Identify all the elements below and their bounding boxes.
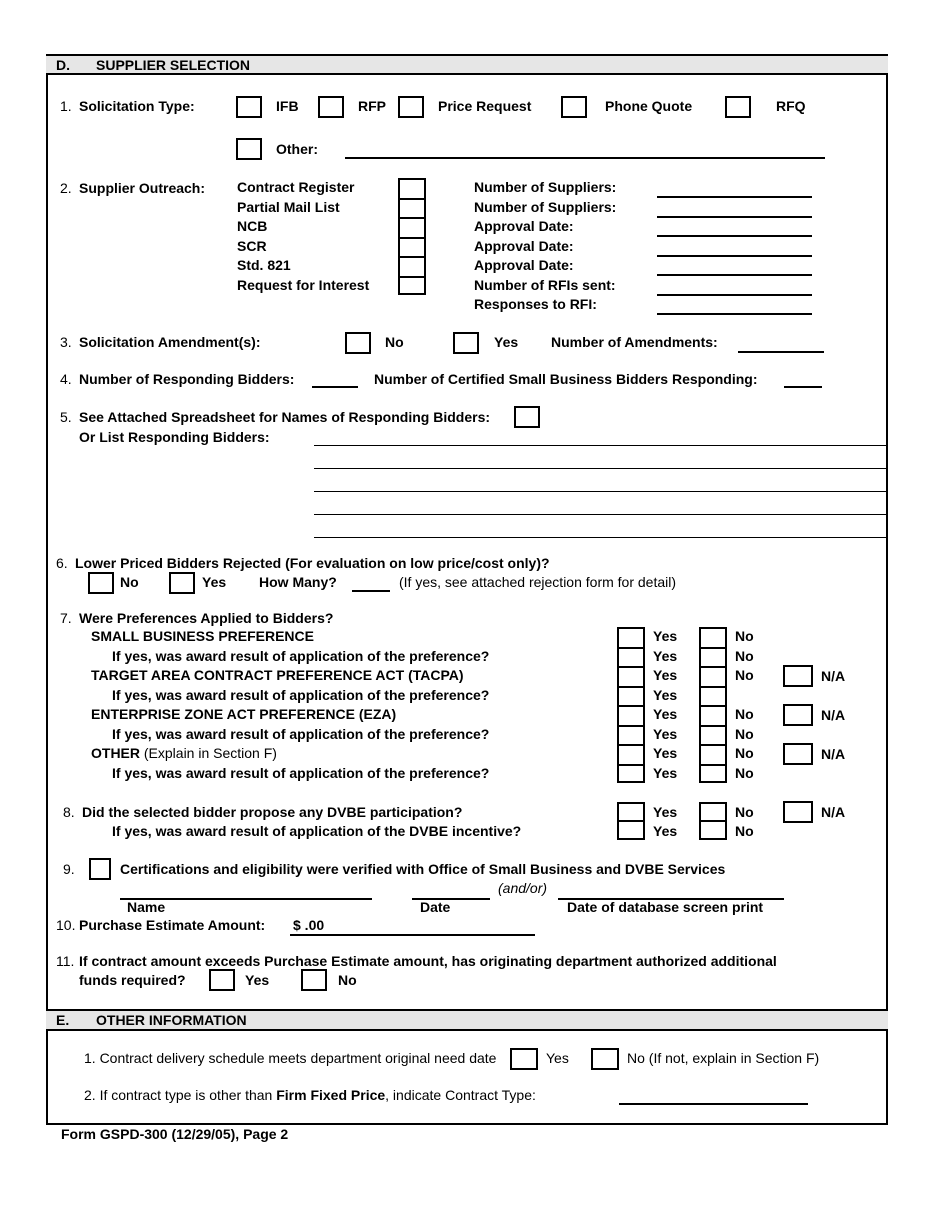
section-e-title: OTHER INFORMATION (96, 1012, 247, 1028)
other-na-checkbox[interactable] (783, 743, 813, 765)
preference-yes-checkbox-column (617, 627, 645, 783)
q5-number: 5. (60, 409, 72, 425)
outreach-checkbox[interactable] (400, 258, 424, 278)
bidder-list-line[interactable] (314, 491, 886, 492)
preference-yes-checkbox[interactable] (619, 727, 643, 747)
list-bidders-label: Or List Responding Bidders: (79, 429, 270, 445)
dvbe-no-checkbox[interactable] (701, 804, 725, 822)
and-or-label: (and/or) (498, 880, 548, 896)
yes-label: Yes (653, 725, 678, 742)
q6-number: 6. (56, 555, 68, 571)
no-label: No (735, 706, 754, 722)
firm-fixed-price-label: Firm Fixed Price (276, 1087, 386, 1103)
contract-type-line[interactable] (619, 1103, 808, 1105)
tacpa-label: TARGET AREA CONTRACT PREFERENCE ACT (TACPA) (91, 667, 464, 683)
yes-label: Yes (653, 764, 678, 781)
no-label: No (735, 667, 754, 683)
q8-followup: If yes, was award result of application of the DVBE incentive? (112, 823, 522, 839)
other-na-label: N/A (821, 746, 846, 762)
q6-label: Lower Priced Bidders Rejected (For evaluation on low price/cost only)? (75, 555, 550, 571)
preference-followup: If yes, was award result of application of the preference? (112, 647, 490, 664)
outreach-field-line[interactable] (657, 196, 812, 198)
preference-yes-labels (653, 627, 677, 783)
outreach-field-line[interactable] (657, 274, 812, 276)
contract-type-text-pre: 2. If contract type is other than (84, 1087, 277, 1103)
yes-label: Yes (653, 628, 678, 644)
no-label: No (735, 745, 754, 761)
preference-yes-checkbox[interactable] (619, 746, 643, 766)
q5-label: See Attached Spreadsheet for Names of Responding Bidders: (79, 409, 491, 425)
contract-type-text (84, 1087, 536, 1103)
dvbe-na-checkbox[interactable] (783, 801, 813, 823)
preference-yes-checkbox[interactable] (619, 649, 643, 669)
preference-no-checkbox[interactable] (701, 668, 725, 688)
outreach-field-line[interactable] (657, 313, 812, 315)
q2-number: 2. (60, 180, 72, 196)
outreach-field-line[interactable] (657, 294, 812, 296)
preference-no-checkbox[interactable] (701, 629, 725, 649)
dvbe-yes-checkbox-column (617, 802, 645, 840)
section-d-header (46, 54, 888, 75)
additional-funds-yes-label: Yes (245, 972, 270, 988)
eza-label: ENTERPRISE ZONE ACT PREFERENCE (EZA) (91, 706, 397, 722)
additional-funds-yes-checkbox[interactable] (209, 969, 235, 991)
outreach-checkbox[interactable] (400, 278, 424, 293)
small-business-bidders-line[interactable] (784, 386, 822, 388)
delivery-no-checkbox[interactable] (591, 1048, 619, 1070)
outreach-source: Std. 821 (237, 257, 291, 273)
preference-no-checkbox[interactable] (701, 746, 725, 766)
rejection-note: (If yes, see attached rejection form for detail) (399, 574, 677, 590)
amendment-count-line[interactable] (738, 351, 824, 353)
q8-number: 8. (63, 804, 75, 820)
preference-yes-checkbox[interactable] (619, 668, 643, 688)
q9-label: Certifications and eligibility were verified with Office of Small Business and DVBE Services (120, 861, 726, 877)
no-label: No (735, 725, 754, 742)
ifb-label: IFB (276, 98, 299, 114)
outreach-field-label: Approval Date: (474, 218, 574, 234)
price-request-label: Price Request (438, 98, 532, 114)
phone-quote-label: Phone Quote (605, 98, 693, 114)
outreach-source: SCR (237, 237, 267, 254)
outreach-checkbox[interactable] (400, 239, 424, 259)
outreach-field-line[interactable] (657, 255, 812, 257)
responding-bidders-line[interactable] (312, 386, 358, 388)
yes-label: Yes (653, 686, 678, 703)
amendment-no-label: No (385, 334, 404, 350)
amendment-no-checkbox[interactable] (345, 332, 371, 354)
q9-number: 9. (63, 861, 75, 877)
rfp-checkbox[interactable] (318, 96, 344, 118)
no-label: No (735, 647, 754, 664)
bidder-list-line[interactable] (314, 514, 886, 515)
tacpa-na-checkbox[interactable] (783, 665, 813, 687)
outreach-source: NCB (237, 218, 268, 234)
q10-label: Purchase Estimate Amount: (79, 917, 266, 933)
yes-label: Yes (653, 745, 678, 761)
no-label: No (735, 628, 754, 644)
rejected-yes-label: Yes (202, 574, 227, 590)
delivery-schedule-text: 1. Contract delivery schedule meets department original need date (84, 1050, 497, 1066)
outreach-checkbox-column (398, 178, 426, 295)
rfq-label: RFQ (776, 98, 806, 114)
attached-spreadsheet-checkbox[interactable] (514, 406, 540, 428)
rejected-no-checkbox[interactable] (88, 572, 114, 594)
section-d-letter: D. (56, 57, 70, 73)
no-label-empty (735, 686, 754, 706)
outreach-field-label: Number of Suppliers: (474, 179, 617, 195)
yes-label: Yes (653, 667, 678, 683)
rejected-yes-checkbox[interactable] (169, 572, 195, 594)
preference-followup: If yes, was award result of application of the preference? (112, 764, 490, 781)
date-label: Date (420, 899, 451, 915)
preference-yes-checkbox[interactable] (619, 688, 643, 708)
q11-label: If contract amount exceeds Purchase Estimate amount, has originating department authorized additional (79, 953, 777, 969)
bidder-list-line[interactable] (314, 445, 886, 446)
q1-number: 1. (60, 98, 72, 114)
dvbe-no-label: No (735, 804, 754, 820)
ifb-checkbox[interactable] (236, 96, 262, 118)
section-d-title: SUPPLIER SELECTION (96, 57, 251, 73)
additional-funds-no-checkbox[interactable] (301, 969, 327, 991)
outreach-checkbox[interactable] (400, 180, 424, 200)
no-label: No (735, 764, 754, 781)
preference-followup: If yes, was award result of application of the preference? (112, 725, 490, 742)
outreach-field-label: Number of RFIs sent: (474, 276, 616, 293)
q7-number: 7. (60, 610, 72, 626)
outreach-source-list (237, 178, 369, 295)
dvbe-yes-label: Yes (653, 804, 678, 820)
q4-label: Number of Responding Bidders: (79, 371, 295, 387)
dvbe-yes-checkbox[interactable] (619, 822, 643, 838)
small-business-bidders-label: Number of Certified Small Business Bidders Responding: (374, 371, 758, 387)
q4-number: 4. (60, 371, 72, 387)
preference-no-checkbox[interactable] (701, 649, 725, 669)
preference-no-checkbox[interactable] (701, 707, 725, 727)
tacpa-na-label: N/A (821, 668, 846, 684)
small-business-preference-label: SMALL BUSINESS PREFERENCE (91, 628, 314, 644)
preference-no-checkbox-column (699, 627, 727, 783)
preference-yes-checkbox[interactable] (619, 707, 643, 727)
outreach-field-line[interactable] (657, 235, 812, 237)
q10-number: 10. (56, 917, 76, 933)
dvbe-no-checkbox[interactable] (701, 822, 725, 838)
outreach-field-label: Approval Date: (474, 257, 574, 273)
dvbe-no-checkbox-column (699, 802, 727, 840)
dvbe-yes-checkbox[interactable] (619, 804, 643, 822)
section-e-letter: E. (56, 1012, 70, 1028)
rfp-label: RFP (358, 98, 386, 114)
yes-label: Yes (653, 647, 678, 664)
how-many-line[interactable] (352, 590, 390, 592)
other-checkbox[interactable] (236, 138, 262, 160)
q8-label: Did the selected bidder propose any DVBE participation? (82, 804, 463, 820)
preference-no-checkbox[interactable] (701, 688, 725, 708)
outreach-field-label: Number of Suppliers: (474, 198, 617, 215)
phone-quote-checkbox[interactable] (561, 96, 587, 118)
other-preference-row (91, 744, 489, 764)
preference-no-checkbox[interactable] (701, 766, 725, 781)
delivery-no-label: No (If not, explain in Section F) (627, 1050, 820, 1066)
certifications-checkbox[interactable] (89, 858, 111, 880)
preference-yes-checkbox[interactable] (619, 629, 643, 649)
bidder-list-line[interactable] (314, 468, 886, 469)
preference-list (91, 627, 489, 783)
price-request-checkbox[interactable] (398, 96, 424, 118)
q3-label: Solicitation Amendment(s): (79, 334, 261, 350)
preference-no-checkbox[interactable] (701, 727, 725, 747)
purchase-estimate-value: $ .00 (293, 917, 325, 933)
section-e-header (46, 1009, 888, 1031)
delivery-yes-label: Yes (546, 1050, 569, 1066)
purchase-estimate-line[interactable] (290, 934, 535, 936)
preference-followup: If yes, was award result of application of the preference? (112, 686, 490, 703)
outreach-checkbox[interactable] (400, 219, 424, 239)
outreach-field-list (474, 178, 616, 315)
screen-print-label: Date of database screen print (567, 899, 764, 915)
rejected-no-label: No (120, 574, 139, 590)
eza-na-checkbox[interactable] (783, 704, 813, 726)
q1-label: Solicitation Type: (79, 98, 195, 114)
other-label: Other: (276, 141, 318, 157)
amendment-yes-checkbox[interactable] (453, 332, 479, 354)
amendment-count-label: Number of Amendments: (551, 334, 718, 350)
rfq-checkbox[interactable] (725, 96, 751, 118)
dvbe-na-label: N/A (821, 804, 846, 820)
how-many-label: How Many? (259, 574, 337, 590)
preference-no-labels (735, 627, 754, 783)
dvbe-no-label: No (735, 823, 754, 839)
outreach-field-label: Approval Date: (474, 237, 574, 254)
outreach-field-line[interactable] (657, 216, 812, 218)
other-preference-label: OTHER (91, 745, 140, 761)
contract-type-text-post: , indicate Contract Type: (385, 1087, 536, 1103)
additional-funds-no-label: No (338, 972, 357, 988)
q11-number: 11. (56, 953, 75, 969)
yes-label: Yes (653, 706, 678, 722)
delivery-yes-checkbox[interactable] (510, 1048, 538, 1070)
other-input-line[interactable] (345, 157, 825, 159)
q3-number: 3. (60, 334, 72, 350)
form-footer: Form GSPD-300 (12/29/05), Page 2 (61, 1126, 289, 1142)
other-preference-note: (Explain in Section F) (140, 745, 277, 761)
bidder-list-line[interactable] (314, 537, 886, 538)
q2-label: Supplier Outreach: (79, 180, 206, 196)
outreach-source: Contract Register (237, 179, 355, 195)
dvbe-yes-label: Yes (653, 823, 678, 839)
outreach-field-label: Responses to RFI: (474, 296, 597, 312)
outreach-source: Partial Mail List (237, 198, 340, 215)
name-label: Name (127, 899, 166, 915)
q7-label: Were Preferences Applied to Bidders? (79, 610, 334, 626)
preference-yes-checkbox[interactable] (619, 766, 643, 781)
eza-na-label: N/A (821, 707, 846, 723)
outreach-checkbox[interactable] (400, 200, 424, 220)
amendment-yes-label: Yes (494, 334, 519, 350)
outreach-source: Request for Interest (237, 276, 370, 293)
q11-label-continued: funds required? (79, 972, 186, 988)
